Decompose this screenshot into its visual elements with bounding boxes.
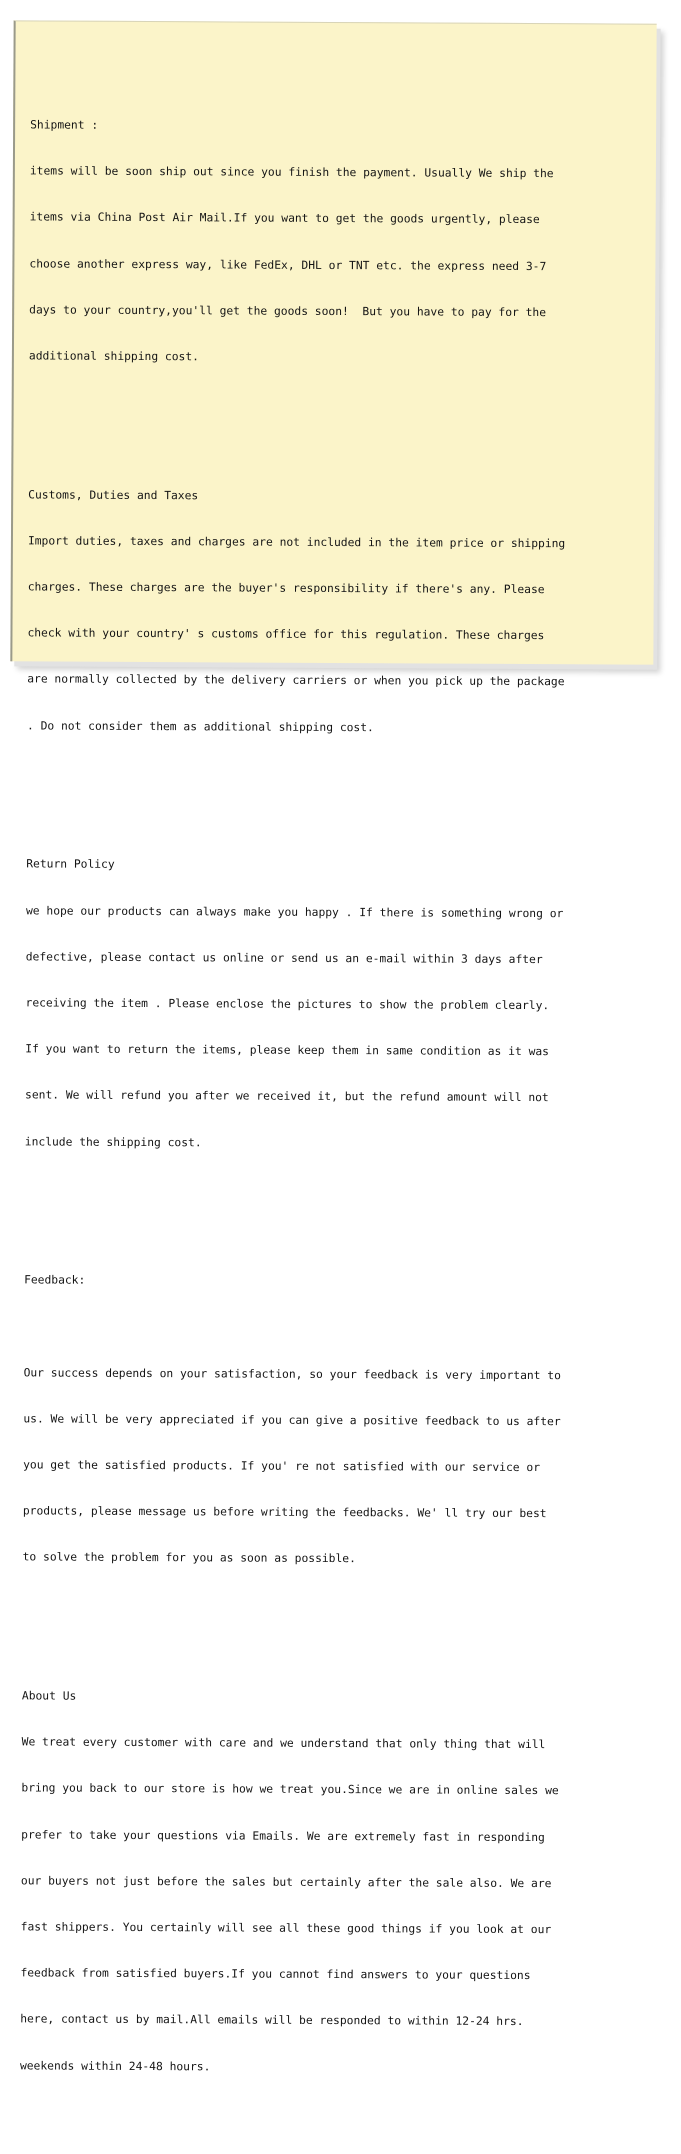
policy-text-block	[20, 40, 657, 2153]
section-customs	[27, 456, 655, 767]
section-about-us	[20, 1658, 648, 2108]
body-line: receiving the item . Please enclose the pictures to show the problem clearly.	[25, 996, 550, 1013]
body-line: prefer to take your questions via Emails. We are extremely fast in responding	[21, 1827, 545, 1844]
body-line: choose another express way, like FedEx, DHL or TNT etc. the express need 3-7	[29, 257, 547, 273]
body-line: include the shipping cost.	[24, 1134, 202, 1149]
section-feedback	[22, 1242, 650, 1600]
body-line: to solve the problem for you as soon as possible.	[22, 1550, 356, 1566]
body-line: We treat every customer with care and we understand that only thing that will	[21, 1735, 546, 1752]
body-line: defective, please contact us online or send us an e-mail within 3 days after	[25, 950, 543, 966]
body-line: Import duties, taxes and charges are not included in the item price or shipping	[27, 534, 566, 551]
section-heading: Shipment :	[30, 118, 99, 132]
body-line: fast shippers. You certainly will see all these good things if you look at our	[20, 1920, 552, 1937]
body-line: check with your country' s customs office for this regulation. These charges	[27, 626, 545, 643]
section-heading: Return Policy	[26, 857, 115, 872]
body-line: sent. We will refund you after we received it, but the refund amount will not	[25, 1088, 549, 1105]
body-line: days to your country,you'll get the goods soon! But you have to pay for the	[29, 303, 547, 319]
body-line: are normally collected by the delivery carriers or when you pick up the package	[27, 672, 565, 689]
body-line: we hope our products can always make you happy . If there is something wrong or	[25, 903, 564, 920]
section-return-policy	[25, 826, 653, 1184]
section-heading: Customs, Duties and Taxes	[28, 488, 199, 502]
body-line: feedback from satisfied buyers.If you cannot find answers to your questions	[20, 1966, 531, 1983]
body-line: bring you back to our store is how we treat you.Since we are in online sales we	[21, 1781, 559, 1798]
body-line: items will be soon ship out since you finish the payment. Usually We ship the	[29, 164, 554, 181]
section-heading: About Us	[21, 1689, 77, 1703]
body-line: . Do not consider them as additional shipping cost.	[26, 719, 374, 734]
body-line: us. We will be very appreciated if you can give a positive feedback to us after	[23, 1412, 561, 1428]
body-line: items via China Post Air Mail.If you want to get the goods urgently, please	[29, 210, 540, 227]
body-line: you get the satisfied products. If you' re not satisfied with our service or	[23, 1458, 541, 1475]
body-line: If you want to return the items, please keep them in same condition as it was	[25, 1042, 550, 1059]
body-line: products, please message us before writing the feedbacks. We' ll try our best	[22, 1504, 547, 1521]
body-line: charges. These charges are the buyer's responsibility if there's any. Please	[27, 580, 545, 597]
body-line: our buyers not just before the sales but certainly after the sale also. We are	[20, 1874, 552, 1890]
policy-note-card	[10, 20, 656, 2074]
section-shipment	[29, 87, 657, 398]
blank-line	[24, 1319, 650, 1338]
body-line: Our success depends on your satisfaction, so your feedback is very important to	[23, 1365, 561, 1382]
body-line: weekends within 24-48 hours.	[19, 2059, 211, 2074]
section-heading: Feedback:	[24, 1273, 86, 1287]
body-line: additional shipping cost.	[28, 349, 200, 364]
body-line: here, contact us by mail.All emails will be responded to within 12-24 hrs.	[20, 2012, 524, 2029]
